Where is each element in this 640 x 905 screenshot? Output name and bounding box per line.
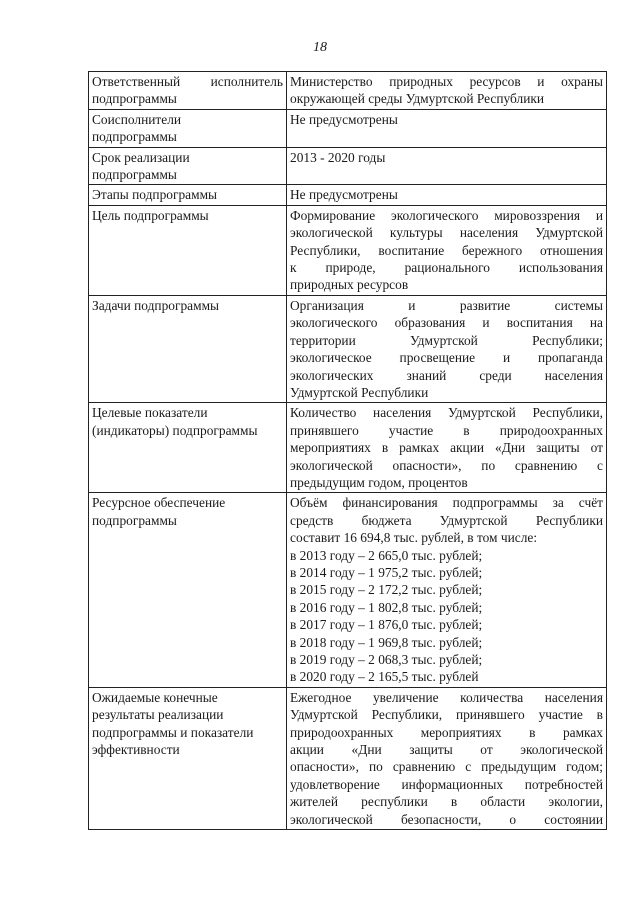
value-line: в 2014 году – 1 975,2 тыс. рублей; (290, 564, 483, 580)
page-number: 18 (313, 40, 327, 55)
value-line: Формирование экологического мировоззрения и (290, 207, 603, 223)
row-value (287, 295, 607, 402)
label-line: Цель подпрограммы (92, 207, 209, 223)
value-line: составит 16 694,8 тыс. рублей, в том числе: (290, 530, 538, 546)
row-label (89, 185, 287, 205)
label-line: эффективности (92, 742, 180, 758)
label-line: (индикаторы) подпрограммы (92, 422, 258, 438)
value-line: экологических знаний среди населения (290, 367, 603, 383)
table-row (89, 147, 607, 185)
label-line: подпрограммы и показатели (92, 724, 254, 740)
label-line: подпрограммы (92, 167, 177, 183)
table-row (89, 72, 607, 110)
value-line: в 2019 году – 2 068,3 тыс. рублей; (290, 652, 483, 667)
value-line: Не предусмотрены (290, 111, 398, 127)
table-row (89, 295, 607, 402)
value-line: опасности», по сравнению с предыдущим годом; (290, 759, 603, 775)
row-value (287, 147, 607, 185)
value-line: Организация и развитие системы (290, 297, 603, 313)
value-line: в 2013 году – 2 665,0 тыс. рублей; (290, 547, 483, 563)
value-line: жителей республики в области экологии, (290, 794, 603, 810)
row-label (89, 72, 287, 110)
row-value (287, 109, 607, 147)
value-line: экологического образования и воспитания на (290, 315, 603, 331)
value-line: Ежегодное увеличение количества населения (290, 689, 603, 705)
row-label (89, 403, 287, 493)
label-line: результаты реализации (92, 707, 224, 723)
value-line: мероприятиях в рамках акции «Дни защиты от (290, 440, 603, 456)
value-line: окружающей среды Удмуртской Республики (290, 91, 545, 107)
table-row (89, 109, 607, 147)
subprogram-passport-table (88, 71, 607, 830)
value-line: к природе, рационального использования (290, 260, 603, 276)
value-line: Объём финансирования подпрограммы за счёт (290, 495, 603, 511)
row-value (287, 687, 607, 829)
value-line: принявшего участие в природоохранных (290, 422, 603, 438)
value-line: Удмуртской Республики (290, 384, 429, 400)
label-line: Ресурсное обеспечение (92, 495, 226, 511)
row-label (89, 205, 287, 295)
value-line: в 2017 году – 1 876,0 тыс. рублей; (290, 617, 483, 633)
value-line: Удмуртской Республики, принявшего участие в (290, 707, 603, 723)
value-line: Министерство природных ресурсов и охраны (290, 74, 603, 89)
value-line: природоохранных мероприятиях в рамках (290, 724, 603, 740)
value-line: экологическое просвещение и пропаганда (290, 350, 603, 366)
label-line: Задачи подпрограммы (92, 297, 220, 313)
value-line: в 2016 году – 1 802,8 тыс. рублей; (290, 599, 483, 615)
label-line: Соисполнители (92, 111, 182, 127)
value-line: средств бюджета Удмуртской Республики (290, 512, 603, 528)
row-value (287, 205, 607, 295)
value-line: Республики, воспитание бережного отношения (290, 242, 603, 258)
table-row (89, 185, 607, 205)
row-value (287, 72, 607, 110)
row-label (89, 109, 287, 147)
value-line: природных ресурсов (290, 277, 409, 293)
label-line: Срок реализации (92, 149, 190, 165)
value-line: экологической безопасности, о состоянии (290, 811, 603, 827)
row-value (287, 403, 607, 493)
value-line: акции «Дни защиты от экологической (290, 742, 603, 758)
label-line: Ожидаемые конечные (92, 689, 218, 705)
value-line: экологической культуры населения Удмуртской (290, 225, 603, 241)
value-line: Количество населения Удмуртской Республики, (290, 405, 603, 421)
value-line: предыдущим годом, процентов (290, 474, 468, 490)
value-line: удовлетворение информационных потребностей (290, 776, 603, 792)
value-line: в 2015 году – 2 172,2 тыс. рублей; (290, 582, 483, 598)
value-line: Не предусмотрены (290, 187, 398, 203)
row-label (89, 295, 287, 402)
value-line: 2013 - 2020 годы (290, 149, 386, 165)
row-value (287, 493, 607, 687)
label-line: подпрограммы (92, 91, 177, 107)
value-line: в 2020 году – 2 165,5 тыс. рублей (290, 669, 479, 685)
row-label (89, 147, 287, 185)
label-line: Ответственный исполнитель (92, 74, 283, 89)
table-row (89, 205, 607, 295)
label-line: Этапы подпрограммы (92, 187, 218, 203)
value-line: территории Удмуртской Республики; (290, 332, 603, 348)
label-line: подпрограммы (92, 512, 177, 528)
value-line: в 2018 году – 1 969,8 тыс. рублей; (290, 634, 483, 650)
row-label (89, 687, 287, 829)
label-line: Целевые показатели (92, 405, 208, 421)
row-label (89, 493, 287, 687)
row-value (287, 185, 607, 205)
table-row (89, 403, 607, 493)
table-row (89, 687, 607, 829)
table-row (89, 493, 607, 687)
value-line: экологической опасности», по сравнению с (290, 457, 603, 473)
label-line: подпрограммы (92, 129, 177, 145)
